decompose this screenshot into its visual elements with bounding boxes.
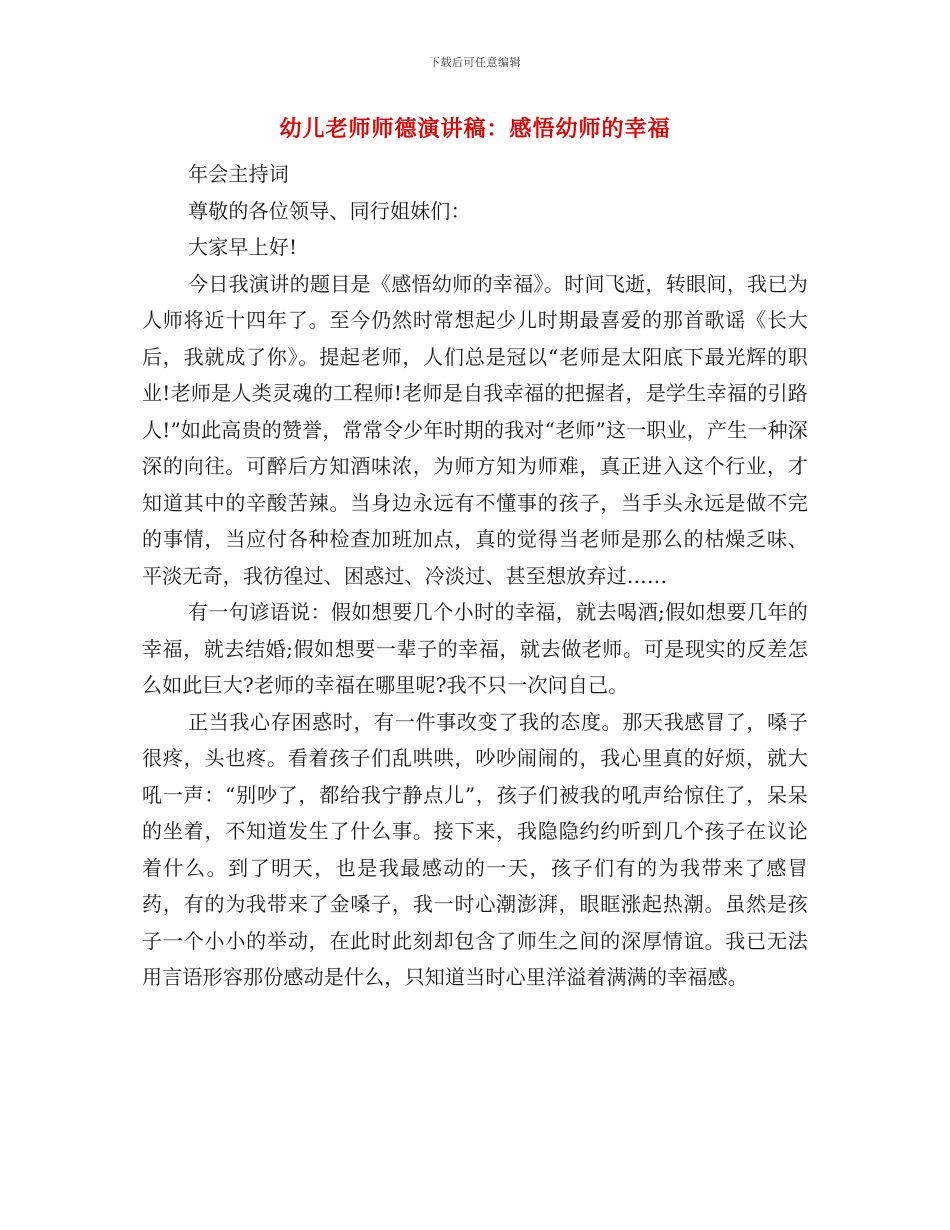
- page-header-note: 下载后可任意编辑: [429, 56, 521, 69]
- document-body: [142, 156, 808, 996]
- document-title: 幼儿老师师德演讲稿：感悟幼师的幸福: [279, 116, 671, 142]
- paragraph-salutation: 尊敬的各位领导、同行姐妹们：: [188, 198, 471, 223]
- paragraph-proverb: 有一句谚语说：假如想要几个小时的幸福，就去喝酒;假如想要几年的幸福，就去结婚;假如想要一辈子的幸福，就去做老师。可是现实的反差怎么如此巨大?老师的幸福在哪里呢?我不只一次问自己。: [142, 600, 808, 697]
- paragraph-story: 正当我心存困惑时，有一件事改变了我的态度。那天我感冒了，嗓子很疼，头也疼。看着孩子们乱哄哄，吵吵闹闹的，我心里真的好烦，就大吼一声：“别吵了，都给我宁静点儿”，孩子们被我的吼声给惊住了，呆呆的坐着，不知道发生了什么事。接下来，我隐隐约约听到几个孩子在议论着什么。到了明天，也是我最感动的一天，孩子们有的为我带来了感冒药，有的为我带来了金嗓子，我一时心潮澎湃，眼眶涨起热潮。虽然是孩子一个小小的举动，在此时此刻却包含了师生之间的深厚情谊。我已无法用言语形容那份感动是什么，只知道当时心里洋溢着满满的幸福感。: [142, 709, 808, 989]
- paragraph-greeting: 大家早上好!: [188, 235, 298, 259]
- paragraph-subtitle: 年会主持词: [188, 162, 289, 186]
- paragraph-intro: 今日我演讲的题目是《感悟幼师的幸福》。时间飞逝，转眼间，我已为人师将近十四年了。至今仍然时常想起少儿时期最喜爱的那首歌谣《长大后，我就成了你》。提起老师，人们总是冠以“老师是太阳底下最光辉的职业!老师是人类灵魂的工程师!老师是自我幸福的把握者，是学生幸福的引路人!”如此高贵的赞誉，常常令少年时期的我对“老师”这一职业，产生一种深深的向往。可醉后方知酒味浓，为师方知为师难，真正进入这个行业，才知道其中的辛酸苦辣。当身边永远有不懂事的孩子，当手头永远是做不完的事情，当应付各种检查加班加点，真的觉得当老师是那么的枯燥乏味、平淡无奇，我彷徨过、困惑过、冷淡过、甚至想放弃过……: [142, 271, 808, 588]
